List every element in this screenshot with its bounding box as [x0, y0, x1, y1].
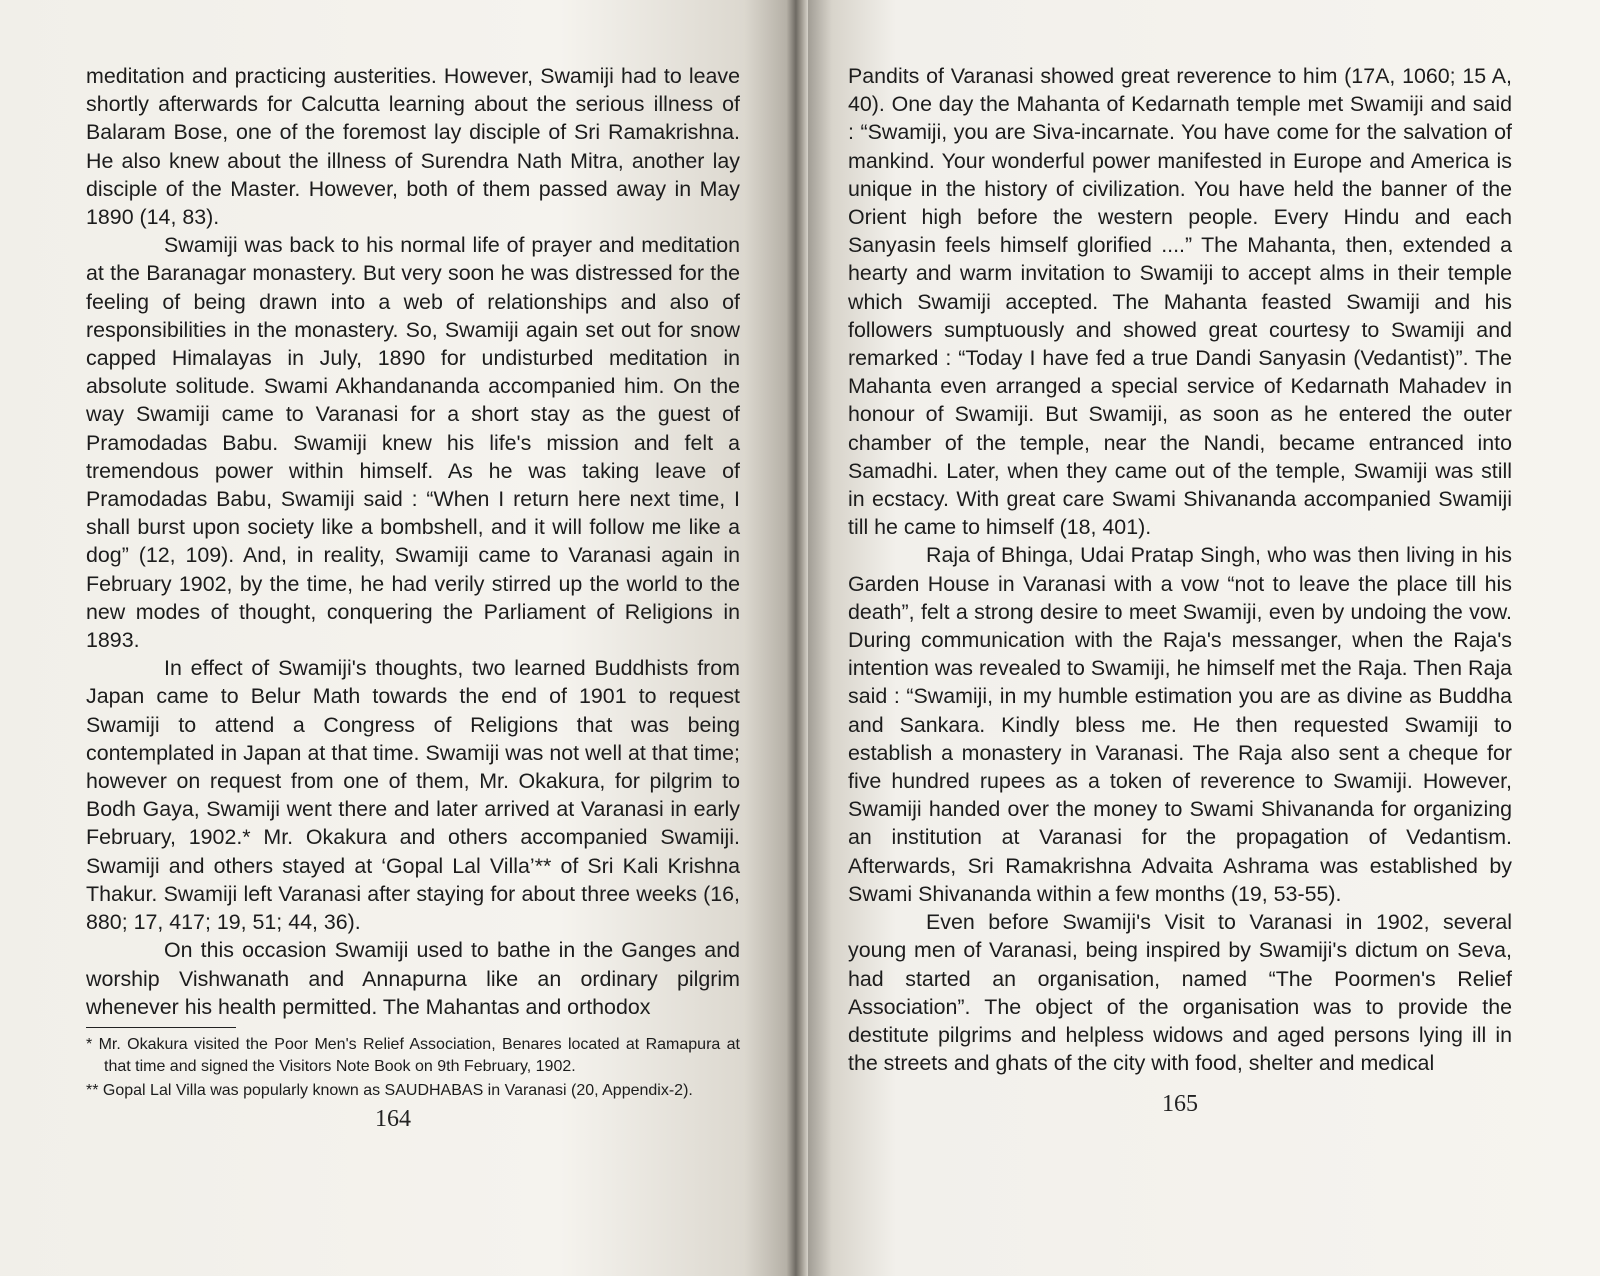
footnote-divider — [86, 1027, 236, 1028]
paragraph: In effect of Swamiji's thoughts, two learned Buddhists from Japan came to Belur Math towards the end of 1901 to request Swamiji to attend a Congress of Religions that was being contemplated in Japan at that time. Swamiji was not well at that time; however on request from one of them, Mr. Okakura, for pilgrim to Bodh Gaya, Swamiji went there and later arrived at Varanasi in early February, 1902.* Mr. Okakura and others accompanied Swamiji. Swamiji and others stayed at ‘Gopal Lal Villa’** of Sri Kali Krishna Thakur. Swamiji left Varanasi after staying for about three weeks (16, 880; 17, 417; 19, 51; 44, 36). — [86, 656, 740, 935]
book-gutter — [786, 0, 808, 1276]
paragraph: Swamiji was back to his normal life of prayer and meditation at the Baranagar monastery. But very soon he was distressed for the feeling of being drawn into a web of relationships and also of responsibilities in the monastery. So, Swamiji again set out for snow capped Himalayas in July, 1890 for undisturbed meditation in absolute solitude. Swami Akhandananda accompanied him. On the way Swamiji came to Varanasi for a short stay as the guest of Pramodadas Babu. Swamiji knew his life's mission and felt a tremendous power within himself. As he was taking leave of Pramodadas Babu, Swamiji said : “When I return here next time, I shall burst upon society like a bombshell, and it will follow me like a dog” (12, 109). And, in reality, Swamiji came to Varanasi again in February 1902, by the time, he had verily stirred up the world to the new modes of thought, conquering the Parliament of Religions in 1893. — [86, 233, 740, 653]
left-page-body — [86, 62, 740, 1021]
page-number: 165 — [1162, 1091, 1198, 1118]
paragraph: On this occasion Swamiji used to bathe in the Ganges and worship Vishwanath and Annapurna like an ordinary pilgrim whenever his health permitted. The Mahantas and orthodox — [86, 938, 740, 1019]
paragraph: Raja of Bhinga, Udai Pratap Singh, who was then living in his Garden House in Varanasi with a vow “not to leave the place till his death”, felt a strong desire to meet Swamiji, even by undoing the vow. During communication with the Raja's messanger, when the Raja's intention was revealed to Swamiji, he himself met the Raja. Then Raja said : “Swamiji, in my humble estimation you are as divine as Buddha and Sankara. Kindly bless me. He then requested Swamiji to establish a monastery in Varanasi. The Raja also sent a cheque for five hundred rupees as a token of reverence to Swamiji. However, Swamiji handed over the money to Swami Shivananda for organizing an institution at Varanasi for the propagation of Vedantism. Afterwards, Sri Ramakrishna Advaita Ashrama was established by Swami Shivananda within a few months (19, 53-55). — [848, 543, 1512, 906]
page-number: 164 — [375, 1105, 411, 1132]
footnotes — [86, 1034, 740, 1102]
footnote: * Mr. Okakura visited the Poor Men's Relief Association, Benares located at Ramapura at that time and signed the Visitors Note Book on 9th February, 1902. — [86, 1035, 740, 1075]
right-page-body — [848, 62, 1512, 1077]
right-page — [800, 0, 1600, 1276]
paragraph: Pandits of Varanasi showed great reverence to him (17A, 1060; 15 A, 40). One day the Mahanta of Kedarnath temple met Swamiji and said : “Swamiji, you are Siva-incarnate. You have come for the salvation of mankind. Your wonderful power manifested in Europe and America is unique in the history of civilization. You have held the banner of the Orient high before the western people. Every Hindu and each Sanyasin feels himself glorified ....” The Mahanta, then, extended a hearty and warm invitation to Swamiji to accept alms in their temple which Swamiji accepted. The Mahanta feasted Swamiji and his followers sumptuously and showed great courtesy to Swamiji and remarked : “Today I have fed a true Dandi Sanyasin (Vedantist)”. The Mahanta even arranged a special service of Kedarnath Mahadev in honour of Swamiji. But Swamiji, as soon as he entered the outer chamber of the temple, near the Nandi, became entranced into Samadhi. Later, when they came out of the temple, Swamiji was still in ecstacy. With great care Swami Shivananda accompanied Swamiji till he came to himself (18, 401). — [848, 64, 1512, 540]
footnote: ** Gopal Lal Villa was popularly known as SAUDHABAS in Varanasi (20, Appendix-2). — [86, 1081, 693, 1099]
paragraph: meditation and practicing austerities. However, Swamiji had to leave shortly afterwards for Calcutta learning about the serious illness of Balaram Bose, one of the foremost lay disciple of Sri Ramakrishna. He also knew about the illness of Surendra Nath Mitra, another lay disciple of the Master. However, both of them passed away in May 1890 (14, 83). — [86, 64, 740, 230]
paragraph: Even before Swamiji's Visit to Varanasi in 1902, several young men of Varanasi, being inspired by Swamiji's dictum on Seva, had started an organisation, named “The Poormen's Relief Association”. The object of the organisation was to provide the destitute pilgrims and helpless widows and aged persons lying ill in the streets and ghats of the city with food, shelter and medical — [848, 910, 1512, 1076]
